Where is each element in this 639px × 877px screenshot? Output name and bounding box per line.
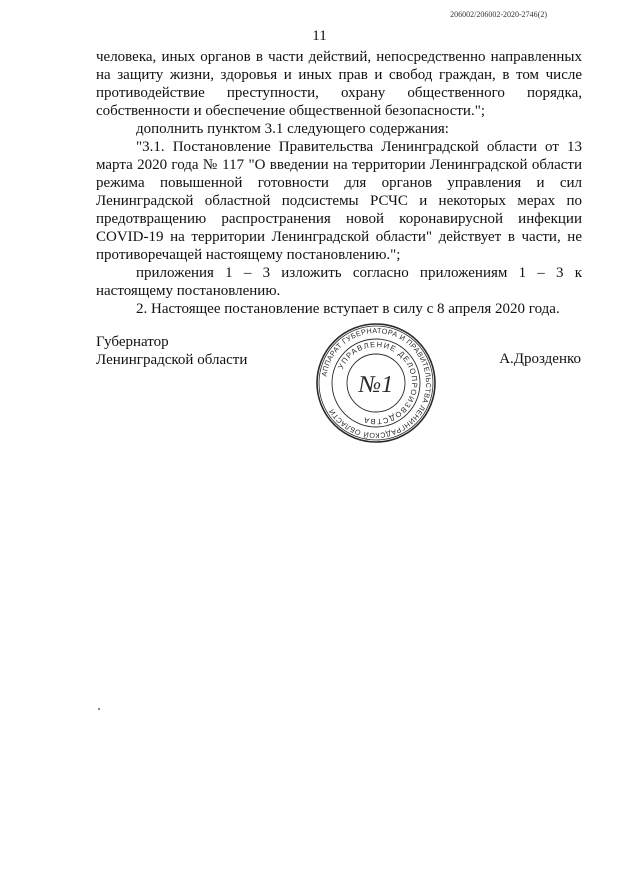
signatory-title: [96, 333, 247, 369]
paragraph-appendices: приложения 1 – 3 изложить согласно приложениям 1 – 3 к настоящему постановлению.: [96, 265, 582, 299]
paragraph-point-3-1: "3.1. Постановление Правительства Ленинградской области от 13 марта 2020 года № 117 "О введении на территории Ленинградской области режима повышенной готовности для органов управления и сил Ленинградской областной подсистемы РСЧС и некоторых мерах по предотвращению распространения новой коронавирусной инфекции COVID-19 на территории Ленинградской области" действует в части, не противоречащей настоящему постановлению.";: [96, 139, 582, 263]
page-number: 11: [312, 28, 327, 44]
seal-inner-text: УПРАВЛЕНИЕ ДЕЛОПРОИЗВОДСТВА: [336, 339, 420, 427]
seal-outer-text: АППАРАТ ГУБЕРНАТОРА И ПРАВИТЕЛЬСТВА ЛЕНИНГРАДСКОЙ ОБЛАСТИ: [319, 325, 434, 441]
paragraph-effective-date: 2. Настоящее постановление вступает в силу с 8 апреля 2020 года.: [136, 301, 560, 317]
signatory-title-line2: Ленинградской области: [96, 352, 248, 368]
scan-speck: [98, 708, 100, 710]
paragraph-continuation: человека, иных органов в части действий, непосредственно направленных на защиту жизни, здоровья и иных прав и свобод граждан, в том числе противодействие преступности, охрану общественного порядка, собственности и обеспечение общественной безопасности.";: [96, 49, 582, 119]
signatory-name: А.Дрозденко: [499, 351, 581, 367]
seal-center-number: №1: [358, 372, 394, 398]
paragraph-add-point: дополнить пунктом 3.1 следующего содержания:: [136, 121, 449, 137]
document-body: [96, 48, 582, 318]
document-id: 206002/206002-2020-2746(2): [450, 10, 547, 19]
official-seal-stamp: [315, 322, 437, 444]
signatory-title-line1: Губернатор: [96, 334, 169, 350]
